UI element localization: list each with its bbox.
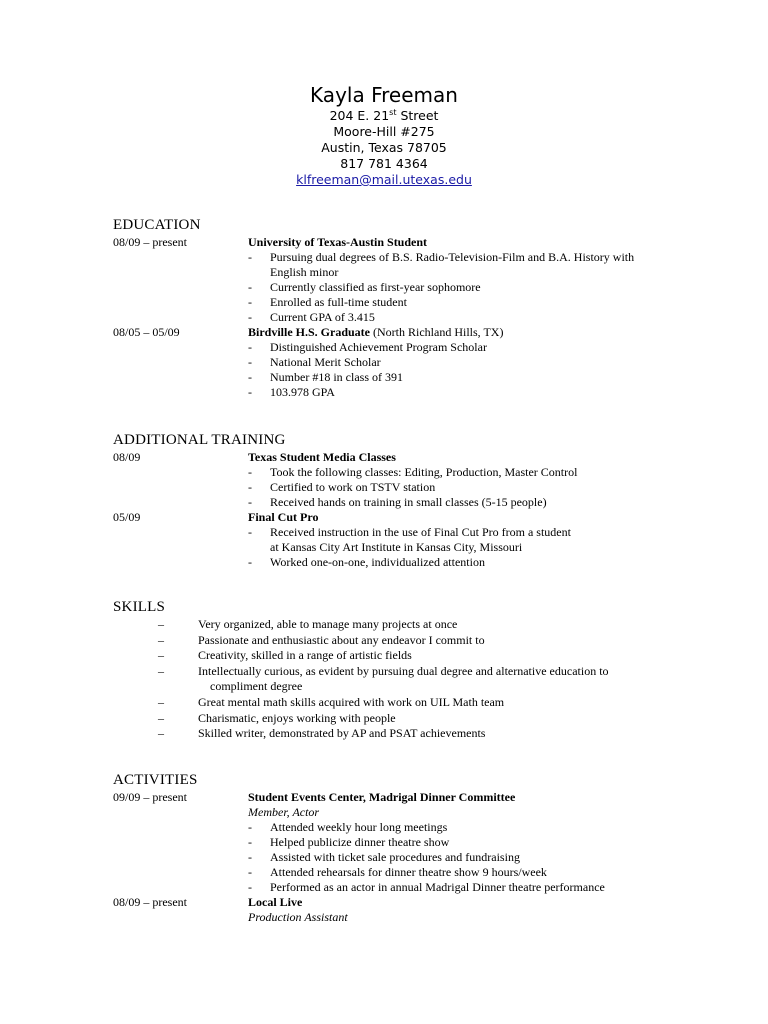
bullet-item: - Received instruction in the use of Final Cut Pro from a student at Kansas City Art Institute in Kansas City, Missouri — [248, 525, 571, 554]
entry-date: 09/09 – present — [113, 790, 187, 804]
entry-org-note: (North Richland Hills, TX) — [370, 325, 504, 339]
entry-date: 05/09 — [113, 510, 141, 524]
ordinal-suffix: st — [389, 108, 397, 117]
training-entry — [113, 510, 673, 570]
skill-item: – Intellectually curious, as evident by pursuing dual degree and alternative education to compliment degree — [158, 663, 609, 694]
skill-item: – Charismatic, enjoys working with people — [158, 710, 396, 725]
education-entry — [113, 325, 673, 400]
entry-org: Local Live — [248, 895, 303, 909]
education-entry — [113, 235, 673, 325]
education-section — [113, 216, 673, 400]
entry-date: 08/09 – present — [113, 235, 187, 249]
street-name: Street — [396, 108, 439, 123]
phone-number: 817 781 4364 — [340, 156, 428, 171]
activity-entry — [113, 895, 673, 925]
applicant-name: Kayla Freeman — [310, 83, 458, 107]
bullet-item: - Worked one-on-one, individualized attention — [248, 555, 485, 569]
training-section — [113, 431, 673, 570]
resume-header — [0, 82, 768, 188]
skill-item: – Skilled writer, demonstrated by AP and PSAT achievements — [158, 726, 486, 741]
activities-heading: ACTIVITIES — [113, 772, 198, 788]
entry-org: Student Events Center, Madrigal Dinner Committee — [248, 790, 516, 804]
education-heading: EDUCATION — [113, 217, 201, 233]
skill-item: – Great mental math skills acquired with work on UIL Math team — [158, 694, 505, 709]
skills-heading: SKILLS — [113, 599, 166, 615]
unit-address: Moore-Hill #275 — [333, 124, 435, 139]
bullet-item: - Helped publicize dinner theatre show — [248, 835, 450, 849]
bullet-item: - Distinguished Achievement Program Scholar — [248, 340, 487, 354]
bullet-item: - Attended weekly hour long meetings — [248, 820, 448, 834]
activities-section — [113, 771, 673, 925]
skill-item: – Passionate and enthusiastic about any endeavor I commit to — [158, 632, 485, 647]
entry-org: Texas Student Media Classes — [248, 450, 396, 464]
entry-org: Final Cut Pro — [248, 510, 319, 524]
bullet-item: - Enrolled as full-time student — [248, 295, 407, 309]
training-heading: ADDITIONAL TRAINING — [113, 432, 286, 448]
activity-entry — [113, 790, 673, 895]
bullet-item: - Took the following classes: Editing, Production, Master Control — [248, 465, 578, 479]
skill-item: – Very organized, able to manage many projects at once — [158, 617, 458, 631]
bullet-item: - Attended rehearsals for dinner theatre show 9 hours/week — [248, 865, 547, 879]
entry-role: Production Assistant — [248, 910, 348, 924]
bullet-item: - Pursuing dual degrees of B.S. Radio-Television-Film and B.A. History with English minor — [248, 250, 635, 279]
bullet-item: - 103.978 GPA — [248, 385, 335, 399]
bullet-item: - Certified to work on TSTV station — [248, 480, 436, 494]
bullet-item: - National Merit Scholar — [248, 355, 381, 369]
city-state-zip: Austin, Texas 78705 — [321, 140, 447, 155]
bullet-item: - Performed as an actor in annual Madrigal Dinner theatre performance — [248, 880, 605, 894]
bullet-item: - Current GPA of 3.415 — [248, 310, 375, 324]
entry-org: Birdville H.S. Graduate — [248, 325, 371, 339]
training-entry — [113, 450, 673, 510]
email-link[interactable]: klfreeman@mail.utexas.edu — [296, 172, 472, 187]
skills-section — [113, 598, 673, 742]
entry-role: Member, Actor — [248, 805, 320, 819]
bullet-item: - Currently classified as first-year sophomore — [248, 280, 481, 294]
entry-date: 08/05 – 05/09 — [113, 325, 180, 339]
entry-org: University of Texas-Austin Student — [248, 235, 428, 249]
bullet-item: - Assisted with ticket sale procedures and fundraising — [248, 850, 520, 864]
skill-item: – Creativity, skilled in a range of artistic fields — [158, 648, 412, 663]
entry-date: 08/09 — [113, 450, 141, 464]
bullet-item: - Number #18 in class of 391 — [248, 370, 403, 384]
street-address — [0, 108, 768, 124]
bullet-item: - Received hands on training in small classes (5-15 people) — [248, 495, 547, 509]
entry-date: 08/09 – present — [113, 895, 187, 909]
street-number: 204 E. 21 — [329, 108, 390, 123]
